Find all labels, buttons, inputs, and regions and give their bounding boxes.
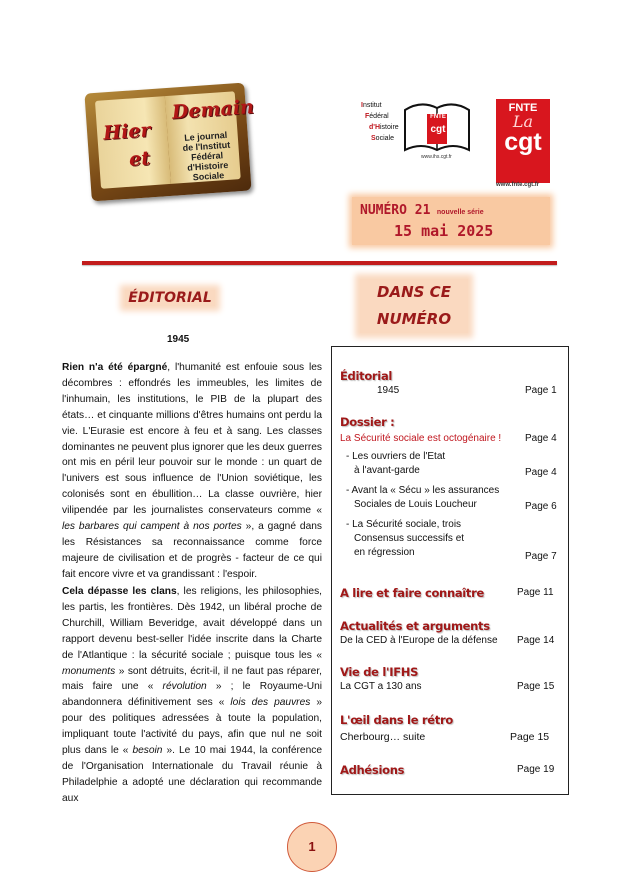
toc-dossier-item-1[interactable]: - Les ouvriers de l'Etat à l'avant-garde (346, 451, 446, 476)
ifhs-cgt-text: cgt (430, 124, 446, 135)
issue-number: NUMÉRO 21 (360, 203, 431, 218)
issue-date: 15 mai 2025 (394, 222, 494, 240)
toc-actu-page: Page 14 (517, 635, 555, 646)
logo-tagline: Le journal de l'Institut Fédéral d'Histoire Sociale (182, 129, 231, 183)
toc-oeil-item[interactable]: Cherbourg… suite (340, 731, 426, 743)
toc-dossier-item-1-page: Page 4 (525, 467, 557, 478)
issue-number-line (360, 201, 484, 219)
toc-oeil-page: Page 15 (510, 731, 550, 743)
article-paragraph-2 (62, 584, 322, 807)
toc-dossier-item-3-page: Page 7 (525, 551, 557, 562)
toc-vie-item[interactable]: La CGT a 130 ans (340, 681, 422, 692)
editorial-heading: ÉDITORIAL (125, 290, 215, 306)
logo-title-hier: Hier (102, 119, 152, 145)
toc-editorial-item[interactable]: 1945 (377, 385, 400, 396)
toc-oeil-title[interactable]: L'œil dans le rétro (340, 713, 453, 727)
page-number: 1 (287, 822, 337, 872)
logo-title-demain: Demain (171, 95, 255, 124)
text-run: monuments (62, 665, 116, 677)
text-run: , l'humanité est enfouie sous les décombres : effondrés les immeubles, les limites de l'inhumain, les institutions, le PIB de la plupart des états… et cinquante millions d'êtres humains ont perdu la vie. L'Eurasie est encore à feu et à sang. Les classes dominantes ne peuvent plus ignorer que les deux guerres ont mis en péril leur pouvoir sur le monde : un quart de l'univers est sous influence de l'Union soviétique, les colonisés sont en ébullition… La classe ouvrière, hier vilipendée par les journalistes conservateurs comme « (62, 362, 323, 517)
toc-dossier-subtitle-page: Page 4 (525, 433, 557, 444)
toc-vie-title[interactable]: Vie de l'IFHS (340, 665, 419, 679)
ifhs-logo (361, 96, 473, 162)
text-run: » sont détruits, écrit-il, il ne faut pas réparer, mais faire une « (62, 665, 322, 693)
cgt-logo-cgt: cgt (504, 128, 542, 156)
cgt-logo-fnte: FNTE (508, 102, 538, 114)
toc-dossier-subtitle[interactable]: La Sécurité sociale est octogénaire ! (340, 433, 502, 444)
toc-actu-item[interactable]: De la CED à l'Europe de la défense (340, 635, 498, 646)
ifhs-url: www.ihs.cgt.fr (421, 154, 452, 160)
text-run: lois des pauvres (230, 697, 311, 709)
toc-adhesions-page: Page 19 (517, 764, 555, 775)
toc-lire-page: Page 11 (517, 587, 554, 598)
cgt-url: www.fnte.cgt.fr (496, 182, 540, 188)
toc-adhesions-title[interactable]: Adhésions (340, 763, 405, 777)
toc-lire-title[interactable]: A lire et faire connaître (340, 586, 485, 600)
toc-editorial-title[interactable]: Éditorial (340, 369, 393, 383)
cgt-logo-la: La (512, 112, 534, 131)
toc-actu-title[interactable]: Actualités et arguments (340, 619, 490, 633)
issue-box (352, 197, 550, 245)
table-of-contents (331, 346, 569, 795)
text-run: révolution (162, 681, 207, 693)
ifhs-name: Institut Fédéral d'Histoire Sociale (361, 102, 399, 142)
issue-series: nouvelle série (436, 209, 484, 216)
toc-dossier-item-3[interactable]: - La Sécurité sociale, trois Consensus successifs et en régression (346, 519, 465, 558)
toc-dossier-title[interactable]: Dossier : (340, 415, 395, 429)
text-run: Cela dépasse les clans (62, 586, 177, 597)
article-paragraph-1 (62, 360, 322, 583)
text-run: Rien n'a été épargné (62, 362, 168, 373)
logo-title-et: et (128, 147, 151, 171)
ifhs-fnte-text: FNTE (430, 114, 446, 120)
text-run: » pour des politiques adressées à toute la population, impliquant toute l'activité du pays, afin que nul ne soit plus dans le « (62, 697, 322, 757)
text-run: » ; le Royaume-Uni abandonnera définitivement ses « (62, 681, 322, 709)
contents-heading: DANS CE NUMÉRO (360, 279, 468, 333)
text-run: , les religions, les philosophies, les partis, les frontières. Dès 1942, un libéral proche de Churchill, William Beveridge, avait développé dans un rapport devenu best-seller l'idée inscrite dans la Charte de l'Atlantique : la sécurité sociale ; puisque tous les « (62, 586, 323, 661)
header-divider (82, 261, 557, 265)
toc-editorial-page: Page 1 (525, 385, 557, 396)
toc-vie-page: Page 15 (517, 681, 555, 692)
hier-et-demain-logo (84, 83, 255, 202)
text-run: ». Le 10 mai 1944, la conférence de l'Organisation Internationale du Travail réunie à Philadelphie a adopté une déclaration qui recommande aux (62, 745, 323, 804)
text-run: besoin (132, 745, 163, 757)
article-year: 1945 (167, 334, 190, 345)
fnte-cgt-logo (496, 99, 550, 183)
toc-dossier-item-2-page: Page 6 (525, 501, 557, 512)
text-run: les barbares qui campent à nos portes (62, 521, 242, 533)
text-run: », a gagné dans les Résistances sa reconnaissance comme force majeure de civilisation et de progrès - facteur de ce qui fait encore vivre et va grandissant : l'espoir. (62, 521, 322, 580)
toc-dossier-item-2[interactable]: - Avant la « Sécu » les assurances Sociales de Louis Loucheur (346, 485, 500, 510)
